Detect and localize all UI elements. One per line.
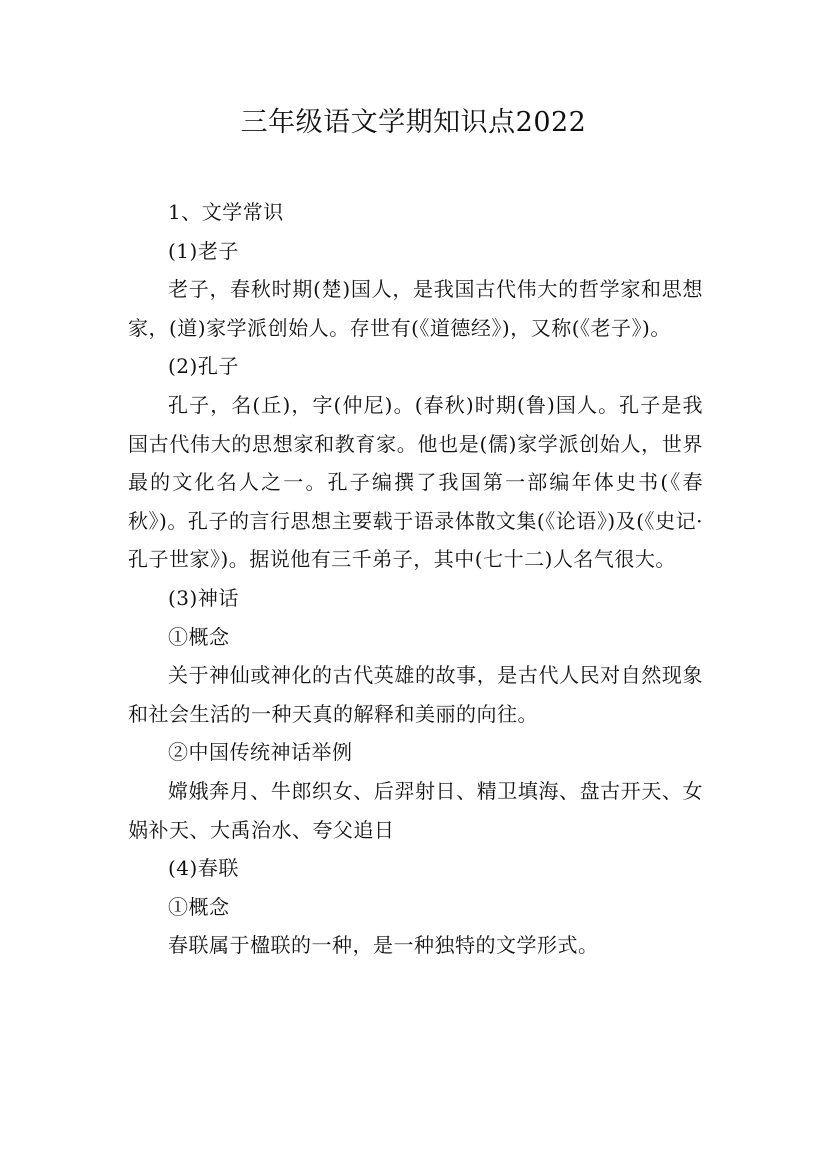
item-heading: ①概念 (168, 894, 230, 919)
body-paragraph: 孔子，名(丘)，字(仲尼)。(春秋)时期(鲁)国人。孔子是我国古代伟大的思想家和教育家。他也是(儒)家学派创始人，世界最的文化名人之一。孔子编撰了我国第一部编年体史书(《春秋》)。孔子的言行思想主要载于语录体散文集(《论语》)及(《史记·孔子世家》)。据说他有三千弟子，其中(七十二)人名气很大。 (128, 392, 703, 572)
document-title: 三年级语文学期知识点2022 (240, 107, 587, 138)
item-heading: ①概念 (168, 624, 230, 649)
body-paragraph: 春联属于楹联的一种，是一种独特的文学形式。 (168, 933, 599, 958)
body-paragraph: 老子，春秋时期(楚)国人，是我国古代伟大的哲学家和思想家，(道)家学派创始人。存世有(《道德经》)，又称(《老子》)。 (128, 277, 703, 340)
body-paragraph: 关于神仙或神化的古代英雄的故事，是古代人民对自然现象和社会生活的一种天真的解释和美丽的向往。 (128, 663, 703, 726)
item-heading: ②中国传统神话举例 (168, 740, 353, 765)
subsection-heading: (4)春联 (168, 856, 239, 881)
body-paragraph: 嫦娥奔月、牛郎织女、后羿射日、精卫填海、盘古开天、女娲补天、大禹治水、夸父追日 (128, 778, 703, 842)
section-heading: 1、文学常识 (168, 200, 284, 224)
subsection-heading: (2)孔子 (168, 354, 239, 379)
document-body (128, 193, 703, 965)
subsection-heading: (1)老子 (168, 238, 239, 263)
subsection-heading: (3)神话 (168, 585, 239, 610)
